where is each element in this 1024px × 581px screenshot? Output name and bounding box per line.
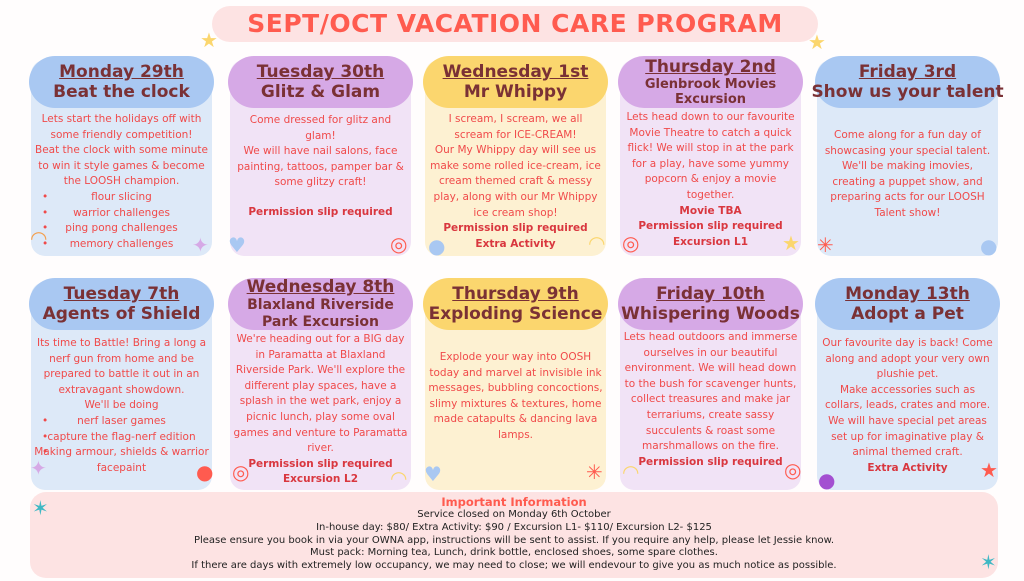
description-text: I scream, I scream, we all scream for ICE-CREAM! <box>448 113 583 141</box>
day-heading <box>228 56 413 108</box>
description-text: Our favourite day is back! Come along and adopt your very own plushie pet. <box>822 337 993 381</box>
dot-icon: ● <box>196 460 214 484</box>
day-date: Friday 3rd <box>858 62 957 82</box>
sparkle-icon: ✳ <box>586 460 603 484</box>
heart-icon: ♥ <box>228 233 246 257</box>
heart-icon: ♥ <box>424 462 442 486</box>
spiral-icon: ◎ <box>784 458 802 482</box>
description-text: Lets head outdoors and immerse ourselves in our beautiful environment. We will head down to the bush for scavenger hunts, collect treasures and make jar terrariums, create sassy succulents & roast some marshmallows on the fire. <box>623 331 798 453</box>
day-theme: Agents of Shield <box>42 304 201 324</box>
day-heading <box>618 56 803 108</box>
day-theme: Mr Whippy <box>463 82 568 102</box>
sparkle-icon: ✳ <box>817 233 834 257</box>
day-date: Tuesday 7th <box>63 284 180 304</box>
day-theme: Exploding Science <box>428 304 603 324</box>
day-description <box>820 128 995 222</box>
star-icon: ★ <box>782 231 800 255</box>
day-description <box>34 336 209 476</box>
day-theme: Beat the clock <box>53 82 190 102</box>
day-heading <box>29 56 214 108</box>
day-description <box>820 336 995 476</box>
day-description <box>34 112 209 252</box>
dot-icon: ● <box>818 468 836 492</box>
spiral-icon: ◎ <box>622 231 640 255</box>
spiral-icon: ◎ <box>390 232 408 256</box>
dot-icon: ● <box>428 234 446 258</box>
info-line: Please ensure you book in via your OWNA app, instructions will be sent to assist. If you require any help, please let Jessie know. <box>193 534 835 546</box>
description-text: Lets start the holidays off with some friendly competition! <box>41 113 202 141</box>
day-theme: Glenbrook Movies Excursion <box>644 77 777 107</box>
star-icon: ✶ <box>980 550 997 574</box>
day-description <box>623 110 798 250</box>
activity-item: • nerf laser games <box>34 414 209 430</box>
activity-list <box>34 414 209 476</box>
day-description <box>233 113 408 221</box>
description-text: Its time to Battle! Bring a long a nerf gun from home and be prepared to battle it out in an extravagant showdown. <box>36 337 207 396</box>
day-note: Excursion L2 <box>282 473 358 486</box>
day-note: Permission slip required <box>443 222 588 235</box>
day-note: Permission slip required <box>248 457 393 470</box>
day-heading <box>228 278 413 330</box>
day-theme: Show us your talent <box>811 82 1004 102</box>
arch-icon: ◠ <box>622 460 640 484</box>
info-title: Important Information <box>441 495 587 509</box>
star-icon: ★ <box>980 458 998 482</box>
day-heading <box>423 278 608 330</box>
day-heading <box>618 278 803 330</box>
star-icon: ★ <box>808 30 826 54</box>
description-text: Our My Whippy day will see us make some rolled ice-cream, ice cream themed craft & messy play, along with our Mr Whippy ice cream shop! <box>430 144 601 219</box>
activity-item: • flour slicing <box>34 190 209 206</box>
day-heading <box>423 56 608 108</box>
description-text: Make accessories such as collars, leads, crates and more. We will have special pet areas set up for imaginative play & animal themed craft. <box>824 383 991 459</box>
description-text: We will have nail salons, face painting, tattoos, pamper bar & some glitzy craft! <box>237 145 404 189</box>
activity-item: • ping pong challenges <box>34 221 209 237</box>
day-note: Movie TBA <box>679 204 742 217</box>
info-line: If there are days with extremely low occupancy, we may need to close; we will endevour to give you as much notice as possible. <box>191 560 837 572</box>
star-icon: ★ <box>200 28 218 52</box>
day-date: Wednesday 1st <box>442 62 589 82</box>
arch-icon: ◠ <box>390 466 408 490</box>
day-heading <box>29 278 214 330</box>
day-description <box>233 332 408 488</box>
description-text: Come along for a fun day of showcasing your special talent. We'll be making imovies, creating a puppet show, and preparing acts for our LOOSH Talent show! <box>824 129 991 219</box>
activity-item: • capture the flag-nerf edition <box>34 430 209 446</box>
day-date: Thursday 9th <box>452 284 579 304</box>
info-text <box>30 495 998 573</box>
day-theme: Glitz & Glam <box>260 82 381 102</box>
day-date: Monday 13th <box>845 284 970 304</box>
arch-icon: ◠ <box>30 226 48 250</box>
sparkle-icon: ✦ <box>30 456 47 480</box>
description-text: Come dressed for glitz and glam! <box>249 114 392 142</box>
day-heading <box>815 278 1000 330</box>
day-note: Excursion L1 <box>672 235 748 248</box>
day-date: Wednesday 8th <box>246 277 395 297</box>
arch-icon: ◠ <box>588 231 606 255</box>
dot-icon: ● <box>980 234 998 258</box>
day-date: Tuesday 30th <box>256 62 385 82</box>
info-line: Must pack: Morning tea, Lunch, drink bottle, enclosed shoes, some spare clothes. <box>310 547 718 559</box>
sparkle-icon: ✦ <box>192 233 209 257</box>
activity-item: • memory challenges <box>34 237 209 253</box>
spiral-icon: ◎ <box>232 460 250 484</box>
day-note: Extra Activity <box>867 461 948 474</box>
description-text: Explode your way into OOSH today and marvel at invisible ink messages, bubbling concoctions, slimy mixtures & textures, home made catapults & dancing lava lamps. <box>428 351 603 441</box>
day-theme: Adopt a Pet <box>851 304 964 324</box>
day-note: Permission slip required <box>638 220 783 233</box>
day-description <box>623 330 798 470</box>
day-description <box>428 350 603 444</box>
day-description <box>428 112 606 255</box>
description-text: We're heading out for a BIG day in Paramatta at Blaxland Riverside Park. We'll explore the different play spaces, have a splash in the wet park, enjoy a picnic lunch, play some oval games and venture to Paramatta river. <box>233 333 408 455</box>
day-date: Monday 29th <box>59 62 184 82</box>
day-note: Extra Activity <box>475 237 556 250</box>
day-note: Permission slip required <box>638 455 783 468</box>
description-text: Lets head down to our favourite Movie Theatre to catch a quick flick! We will stop in at the park for a play, have some yummy popcorn & enjoy a movie together. <box>626 111 795 201</box>
star-icon: ✶ <box>32 496 49 520</box>
description-text: Beat the clock with some minute to win it style games & become the LOOSH champion. <box>35 144 208 188</box>
day-note: Permission slip required <box>248 205 393 218</box>
activity-item: • Making armour, shields & warrior facepaint <box>34 445 209 476</box>
day-theme: Whispering Woods <box>621 304 800 324</box>
info-line: Service closed on Monday 6th October <box>417 509 611 520</box>
info-line: In-house day: $80/ Extra Activity: $90 / Excursion L1- $110/ Excursion L2- $125 <box>316 521 712 533</box>
day-heading <box>811 56 1004 108</box>
activity-item: • warrior challenges <box>34 206 209 222</box>
day-date: Thursday 2nd <box>645 57 776 77</box>
day-theme: Blaxland Riverside Park Excursion <box>247 297 394 330</box>
activity-list <box>34 190 209 252</box>
day-date: Friday 10th <box>656 284 765 304</box>
description-text: We'll be doing <box>84 399 159 412</box>
page-title: SEPT/OCT VACATION CARE PROGRAM <box>247 9 783 38</box>
